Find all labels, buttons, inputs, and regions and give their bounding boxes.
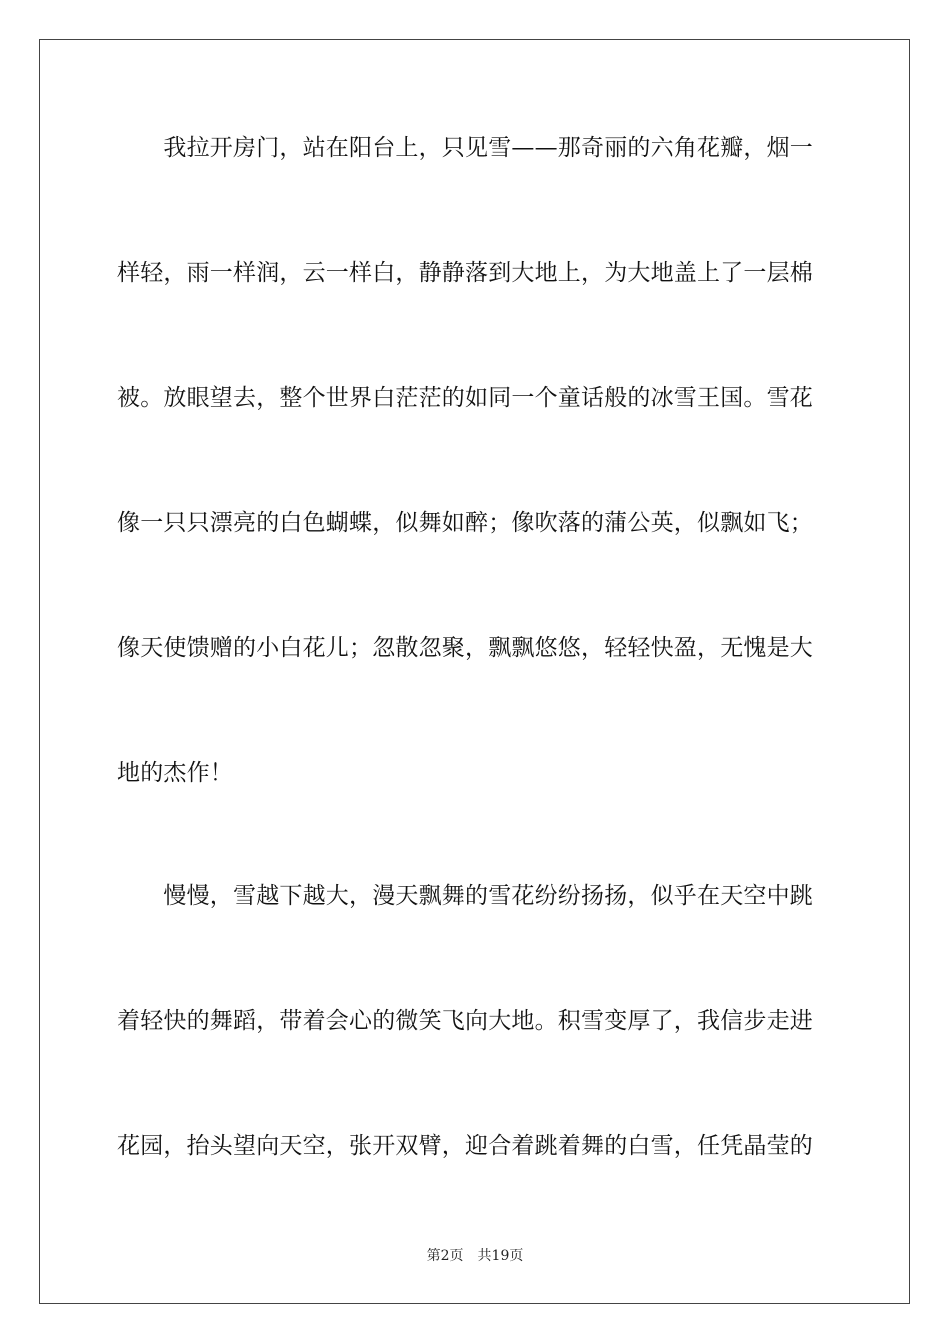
text-line: 样轻，雨一样润，云一样白，静静落到大地上，为大地盖上了一层棉 (117, 260, 813, 286)
text-line: 慢慢，雪越下越大，漫天飘舞的雪花纷纷扬扬，似乎在天空中跳 (117, 883, 813, 909)
text-line: 像天使馈赠的小白花儿；忽散忽聚，飘飘悠悠，轻轻快盈，无愧是大 (117, 635, 813, 661)
page-number: 第2页 共19页 (426, 1248, 524, 1264)
page-border (39, 39, 910, 1304)
text-line: 花园，抬头望向天空，张开双臂，迎合着跳着舞的白雪，任凭晶莹的 (117, 1133, 813, 1159)
text-line: 被。放眼望去，整个世界白茫茫的如同一个童话般的冰雪王国。雪花 (117, 385, 813, 411)
text-line: 我拉开房门，站在阳台上，只见雪——那奇丽的六角花瓣，烟一 (117, 135, 813, 161)
text-line: 着轻快的舞蹈，带着会心的微笑飞向大地。积雪变厚了，我信步走进 (117, 1008, 813, 1034)
text-line: 像一只只漂亮的白色蝴蝶，似舞如醉；像吹落的蒲公英，似飘如飞； (117, 510, 813, 536)
text-line: 地的杰作！ (117, 760, 233, 786)
